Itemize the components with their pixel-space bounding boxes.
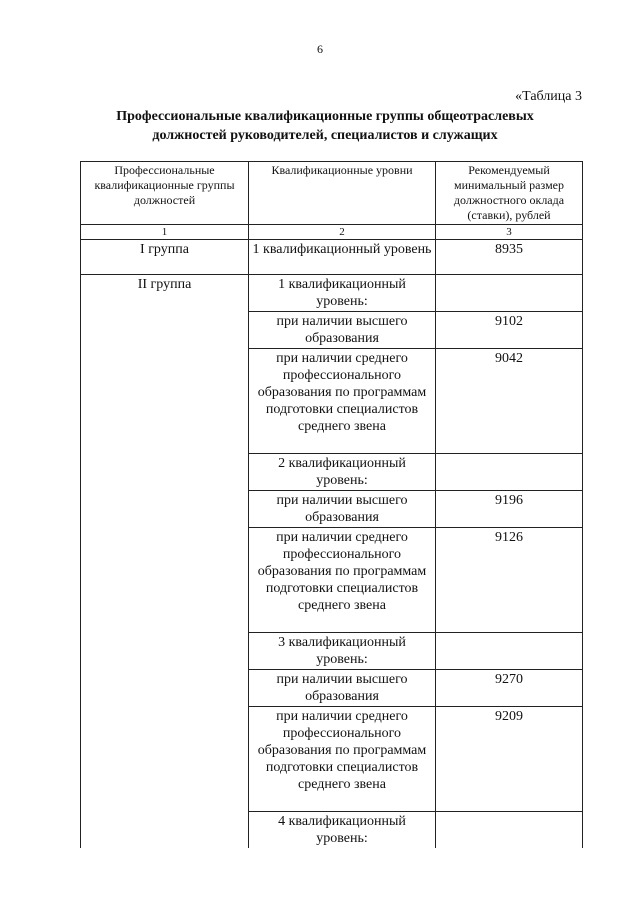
qualification-level-cell: 4 квалификационный уровень: xyxy=(249,812,436,849)
qualification-level-cell: при наличии среднего профессионального образования по программам подготовки специалистов среднего звена xyxy=(249,707,436,812)
qualification-level-cell: 1 квалификационный уровень: xyxy=(249,275,436,312)
salary-cell: 9042 xyxy=(436,349,583,454)
salary-cell xyxy=(436,454,583,491)
header-row xyxy=(81,162,583,225)
qualification-level-cell: при наличии высшего образования xyxy=(249,670,436,707)
qualification-level-cell: при наличии высшего образования xyxy=(249,312,436,349)
salary-cell xyxy=(436,812,583,849)
salary-cell xyxy=(436,633,583,670)
salary-cell: 9126 xyxy=(436,528,583,633)
qualification-level-cell: 2 квалификационный уровень: xyxy=(249,454,436,491)
salary-cell: 9270 xyxy=(436,670,583,707)
group-name-cell: II группа xyxy=(81,275,249,849)
salary-cell: 8935 xyxy=(436,240,583,275)
group-name-cell: I группа xyxy=(81,240,249,275)
table-reference: «Таблица 3 xyxy=(515,89,582,104)
qualification-level-cell: при наличии среднего профессионального образования по программам подготовки специалистов среднего звена xyxy=(249,349,436,454)
qualification-level-cell: при наличии высшего образования xyxy=(249,491,436,528)
salary-cell: 9209 xyxy=(436,707,583,812)
salary-cell: 9196 xyxy=(436,491,583,528)
header-cell-levels: Квалификационные уровни xyxy=(249,162,436,225)
salary-cell: 9102 xyxy=(436,312,583,349)
header-cell-salary: Рекомендуемый минимальный размер должностного оклада (ставки), рублей xyxy=(436,162,583,225)
qualification-table xyxy=(80,161,583,848)
qualification-level-cell: 3 квалификационный уровень: xyxy=(249,633,436,670)
column-number-row xyxy=(81,225,583,240)
column-number: 3 xyxy=(436,225,583,240)
column-number: 1 xyxy=(81,225,249,240)
header-cell-groups: Профессиональные квалификационные группы должностей xyxy=(81,162,249,225)
qualification-level-cell: 1 квалификационный уровень xyxy=(249,240,436,275)
page-number: 6 xyxy=(317,42,323,56)
table-title-line: должностей руководителей, специалистов и служащих xyxy=(152,128,498,143)
qualification-level-cell: при наличии среднего профессионального образования по программам подготовки специалистов среднего звена xyxy=(249,528,436,633)
table-title xyxy=(60,107,590,145)
salary-cell xyxy=(436,275,583,312)
table-row xyxy=(81,240,583,275)
table-title-line: Профессиональные квалификационные группы общеотраслевых xyxy=(116,109,534,124)
table-row xyxy=(81,275,583,312)
column-number: 2 xyxy=(249,225,436,240)
